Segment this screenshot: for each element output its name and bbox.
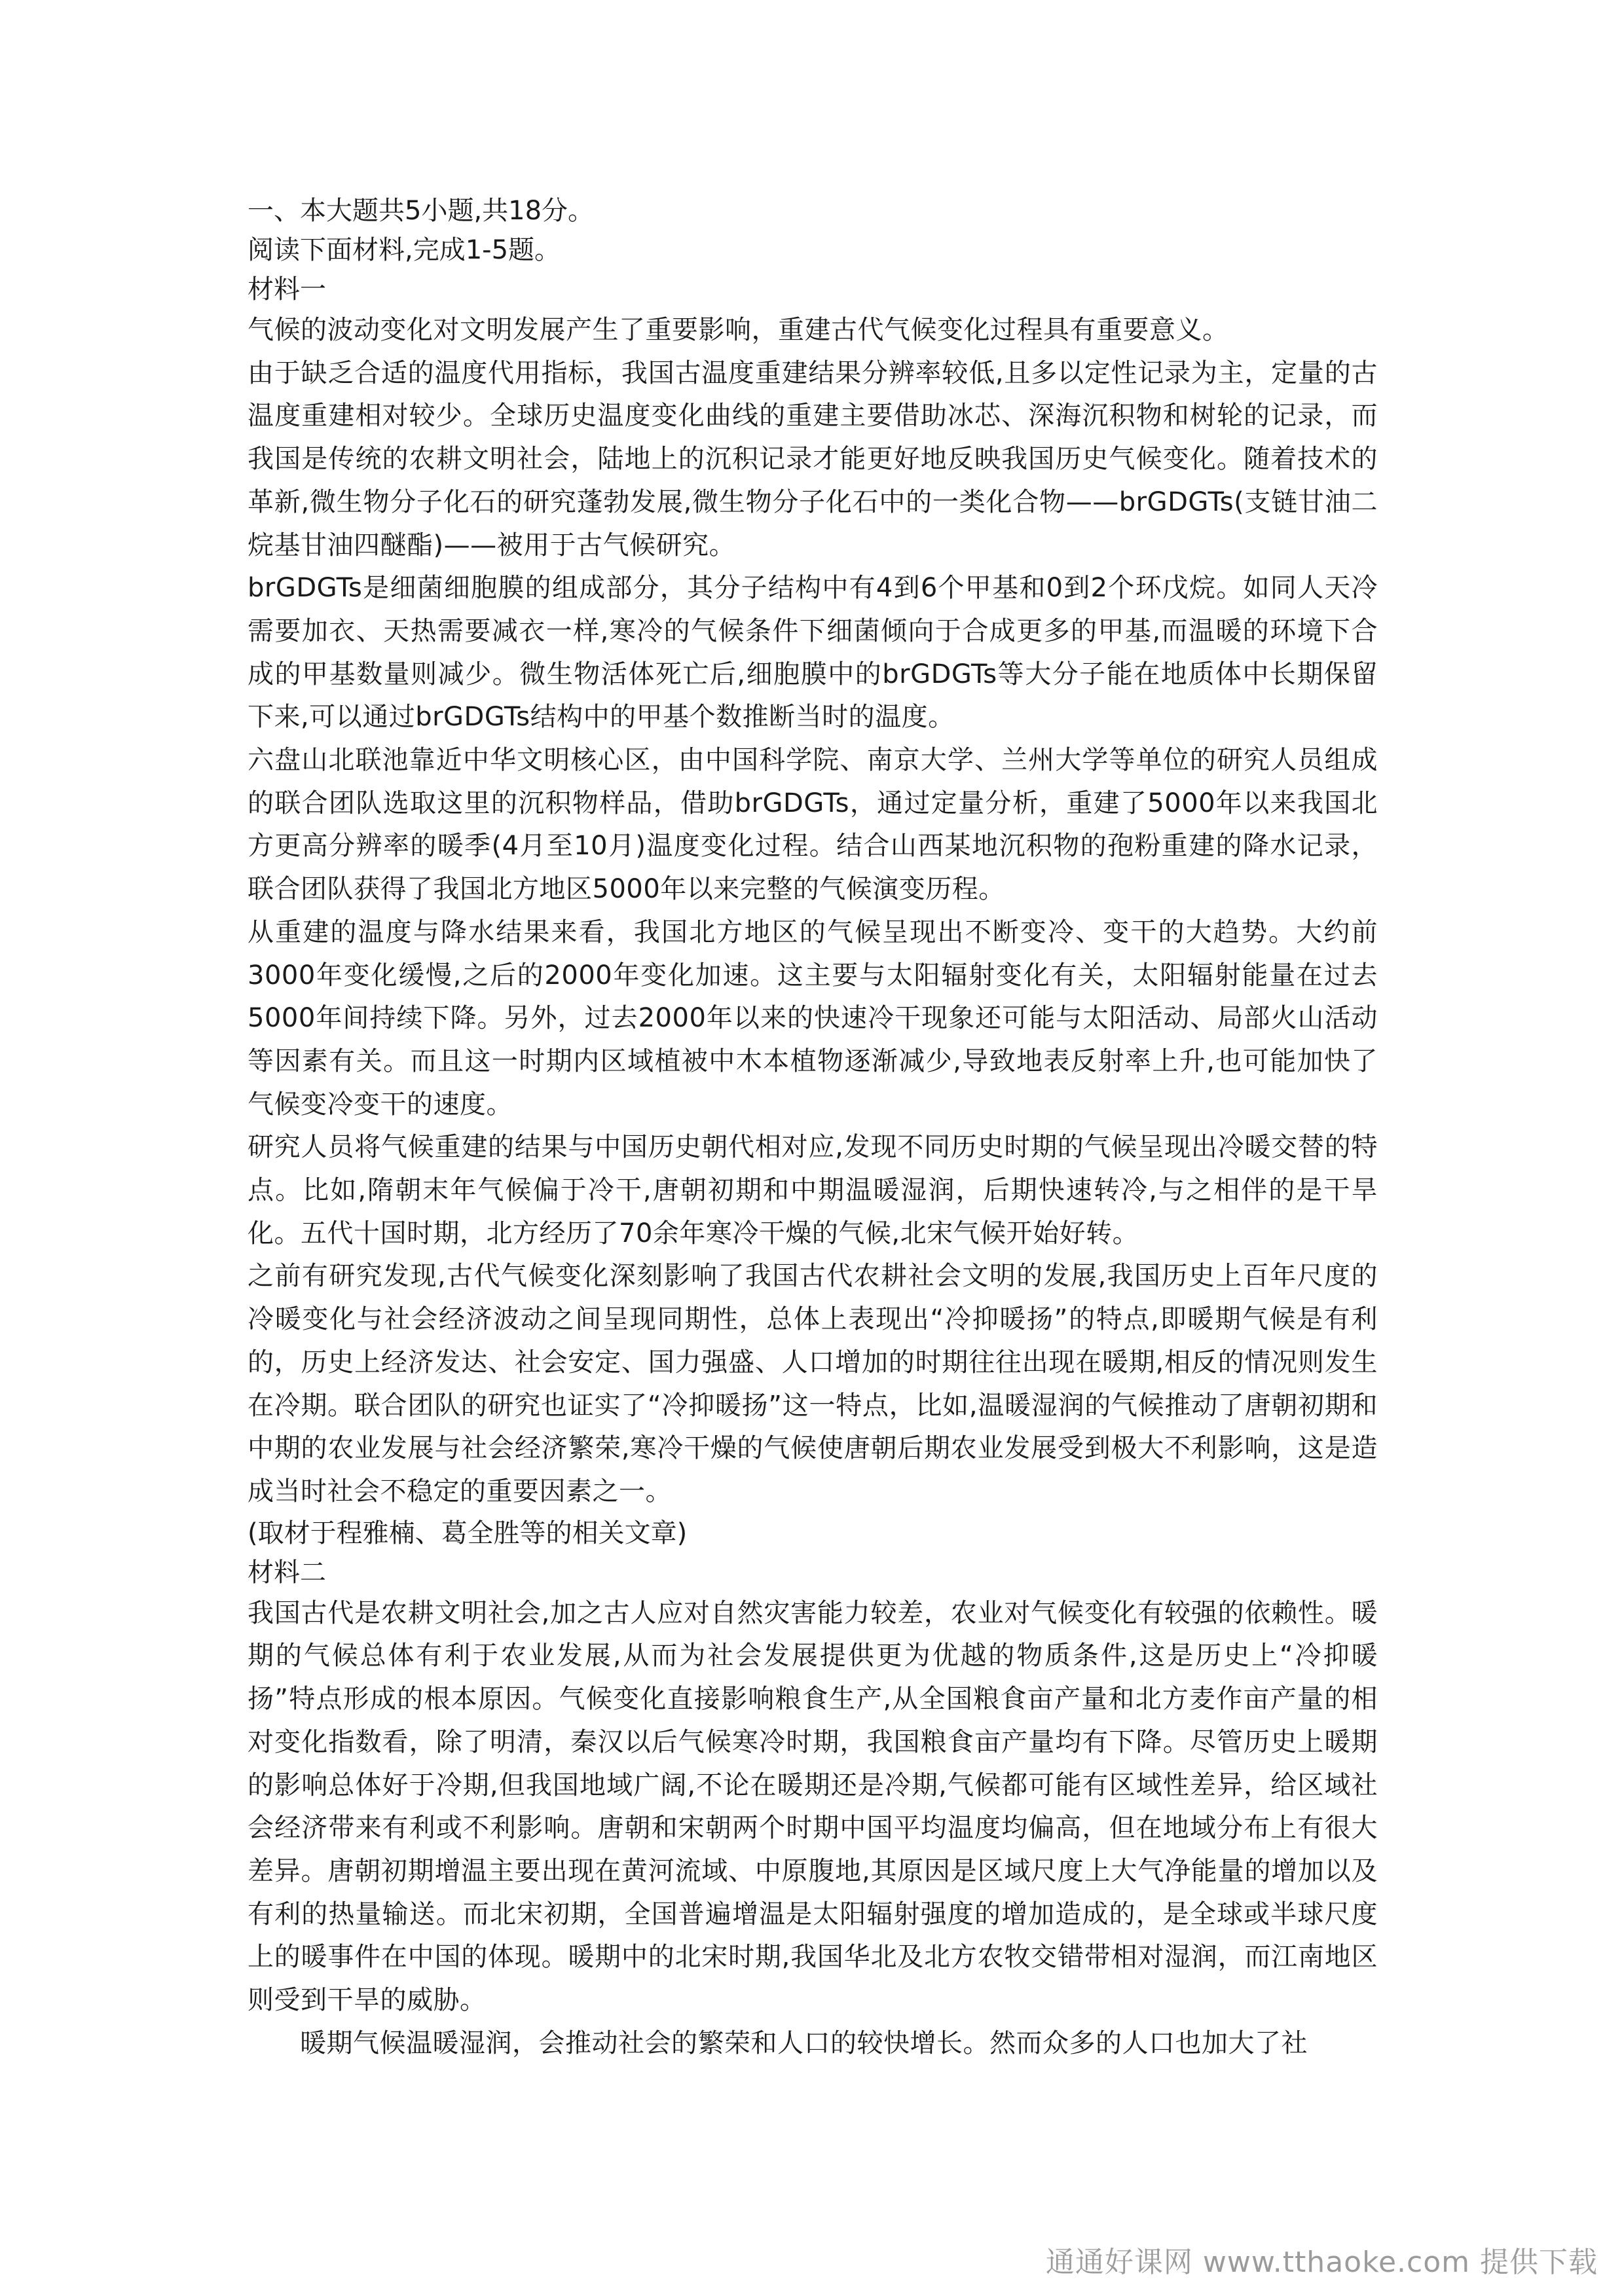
material-1-paragraph-6: 研究人员将气候重建的结果与中国历史朝代相对应,发现不同历史时期的气候呈现出冷暖交替的特点。比如,隋朝末年气候偏于冷干,唐朝初期和中期温暖湿润，后期快速转冷,与之相伴的是干旱化。五代十国时期，北方经历了70余年寒冷干燥的气候,北宋气候开始好转。 — [248, 1132, 1378, 1248]
instruction: 阅读下面材料,完成1-5题。 — [248, 235, 561, 265]
material-1-paragraph-1: 气候的波动变化对文明发展产生了重要影响，重建古代气候变化过程具有重要意义。 — [248, 315, 1229, 345]
material-1-source: (取材于程雅楠、葛全胜等的相关文章) — [248, 1518, 688, 1548]
material-1-paragraph-4: 六盘山北联池靠近中华文明核心区，由中国科学院、南京大学、兰州大学等单位的研究人员组成的联合团队选取这里的沉积物样品，借助brGDGTs，通过定量分析，重建了5000年以来我国北方更高分辨率的暖季(4月至10月)温度变化过程。结合山西某地沉积物的孢粉重建的降水记录，联合团队获得了我国北方地区5000年以来完整的气候演变历程。 — [248, 745, 1378, 905]
material-1-paragraph-7: 之前有研究发现,古代气候变化深刻影响了我国古代农耕社会文明的发展,我国历史上百年尺度的冷暖变化与社会经济波动之间呈现同期性，总体上表现出“冷抑暖扬”的特点,即暖期气候是有利的，历史上经济发达、社会安定、国力强盛、人口增加的时期往往出现在暖期,相反的情况则发生在冷期。联合团队的研究也证实了“冷抑暖扬”这一特点，比如,温暖湿润的气候推动了唐朝初期和中期的农业发展与社会经济繁荣,寒冷干燥的气候使唐朝后期农业发展受到极大不利影响，这是造成当时社会不稳定的重要因素之一。 — [248, 1261, 1378, 1506]
material-2-paragraph-1: 我国古代是农耕文明社会,加之古人应对自然灾害能力较差，农业对气候变化有较强的依赖性。暖期的气候总体有利于农业发展,从而为社会发展提供更为优越的物质条件,这是历史上“冷抑暖扬”特点形成的根本原因。气候变化直接影响粮食生产,从全国粮食亩产量和北方麦作亩产量的相对变化指数看，除了明清，秦汉以后气候寒冷时期，我国粮食亩产量均有下降。尽管历史上暖期的影响总体好于冷期,但我国地域广阔,不论在暖期还是冷期,气候都可能有区域性差异，给区域社会经济带来有利或不利影响。唐朝和宋朝两个时期中国平均温度均偏高，但在地域分布上有很大差异。唐朝初期增温主要出现在黄河流域、中原腹地,其原因是区域尺度上大气净能量的增加以及有利的热量输送。而北宋初期，全国普遍增温是太阳辐射强度的增加造成的，是全球或半球尺度上的暖事件在中国的体现。暖期中的北宋时期,我国华北及北方农牧交错带相对湿润，而江南地区则受到干旱的威胁。 — [248, 1597, 1378, 2016]
material-2-label: 材料二 — [248, 1557, 326, 1588]
material-1-paragraph-2: 由于缺乏合适的温度代用指标，我国古温度重建结果分辨率较低,且多以定性记录为主，定量的古温度重建相对较少。全球历史温度变化曲线的重建主要借助冰芯、深海沉积物和树轮的记录，而我国是传统的农耕文明社会，陆地上的沉积记录才能更好地反映我国历史气候变化。随着技术的革新,微生物分子化石的研究蓬勃发展,微生物分子化石中的一类化合物——brGDGTs(支链甘油二烷基甘油四醚酯)——被用于古气候研究。 — [248, 357, 1378, 560]
material-1-paragraph-3: brGDGTs是细菌细胞膜的组成部分，其分子结构中有4到6个甲基和0到2个环戊烷。如同人天冷需要加衣、天热需要减衣一样,寒冷的气候条件下细菌倾向于合成更多的甲基,而温暖的环境下合成的甲基数量则减少。微生物活体死亡后,细胞膜中的brGDGTs等大分子能在地质体中长期保留下来,可以通过brGDGTs结构中的甲基个数推断当时的温度。 — [248, 573, 1378, 733]
material-1-label: 材料一 — [248, 274, 326, 304]
material-1-paragraph-5: 从重建的温度与降水结果来看，我国北方地区的气候呈现出不断变冷、变干的大趋势。大约前3000年变化缓慢,之后的2000年变化加速。这主要与太阳辐射变化有关，太阳辐射能量在过去5000年间持续下降。另外，过去2000年以来的快速冷干现象还可能与太阳活动、局部火山活动等因素有关。而且这一时期内区域植被中木本植物逐渐减少,导致地表反射率上升,也可能加快了气候变冷变干的速度。 — [248, 917, 1378, 1120]
material-2-paragraph-2: 暖期气候温暖湿润，会推动社会的繁荣和人口的较快增长。然而众多的人口也加大了社 — [300, 2028, 1308, 2058]
document-body — [248, 191, 1378, 2065]
watermark-footer: 通通好课网 www.tthaoke.com 提供下载 — [1045, 2246, 1598, 2279]
section-heading: 一、本大题共5小题,共18分。 — [248, 196, 595, 226]
